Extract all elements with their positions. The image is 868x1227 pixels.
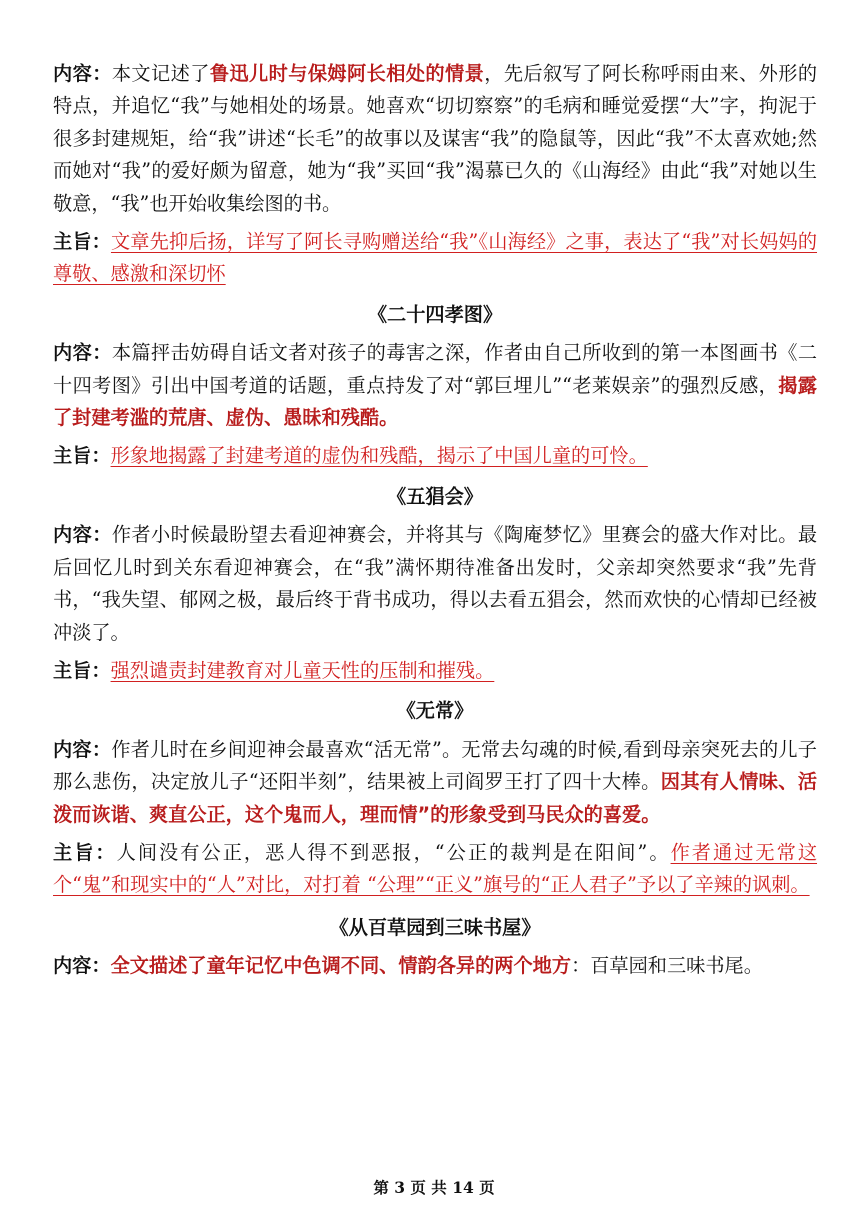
theme-paragraph — [53, 837, 817, 902]
content-paragraph — [53, 58, 817, 220]
theme-text: 人间没有公正，恶人得不到恶报，“公正的裁判是在阳间”。 — [116, 840, 671, 864]
section-title: 《从百草园到三味书屋》 — [329, 915, 541, 939]
content-text: 作者儿时在乡间迎神会最喜欢“活无常”。无常去勾魂的时候,看到母亲突死去的儿子那么悲伤，决定放儿子“还阳半刻”，结果被上司阎罗王打了四十大棒。 — [53, 737, 817, 794]
theme-text: 形象地揭露了封建考道的虚伪和残酷，揭示了中国儿童的可怜。 — [110, 444, 648, 468]
section-title: 《五猖会》 — [387, 484, 483, 508]
theme-text: 文章先抑后扬，详写了阿长寻购赠送给“我”《山海经》之事，表达了“我”对长妈妈的尊敬、感激和深切怀 — [53, 230, 818, 286]
content-label: 内容： — [53, 737, 112, 761]
theme-paragraph — [53, 655, 817, 687]
content-paragraph — [53, 519, 817, 649]
content-paragraph — [53, 734, 817, 831]
section-title: 《无常》 — [396, 699, 474, 723]
content-highlight: 揭露了封建考滥的荒唐、虚伪、愚昧和残酷。 — [53, 373, 817, 430]
section-wuchang-hui — [53, 519, 817, 687]
content-paragraph — [53, 950, 817, 982]
theme-label: 主旨： — [53, 230, 111, 254]
page-number: 第 3 页 共 14 页 — [373, 1178, 495, 1197]
content-label: 内容： — [53, 341, 112, 365]
content-highlight: 鲁迅儿时与保姆阿长相处的情景 — [209, 62, 485, 85]
content-paragraph — [53, 337, 817, 434]
content-label: 内容： — [53, 523, 112, 547]
section-baicaoyuan — [53, 950, 817, 982]
content-text: ，先后叙写了阿长称呼雨由来、外形的特点，并追忆“我”与她相处的场景。她喜欢“切切察察”的毛病和睡觉爱摆“大”字，拘泥于很多封建规矩，给“我”讲述“长毛”的故事以及谋害“我”的隐鼠等，因此“我”不太喜欢她;然而她对“我”的爱好颇为留意，她为“我”买回“我”渴慕已久的《山海经》由此“我”对她以生敬意，“我”也开始收集绘图的书。 — [53, 62, 818, 215]
content-text: 本篇抨击妨碍自话文者对孩子的毒害之深，作者由自己所收到的第一本图画书《二十四考图》引出中国考道的话题，重点持发了对“郭巨埋儿”“老莱娱亲”的强烈反感， — [53, 341, 818, 397]
theme-paragraph — [53, 440, 817, 472]
section-24-filial — [53, 337, 817, 473]
section-title: 《二十四孝图》 — [367, 302, 503, 326]
content-text: 作者小时候最盼望去看迎神赛会，并将其与《陶庵梦忆》里赛会的盛大作对比。最后回忆儿时到关东看迎神赛会，在“我”满怀期待准备出发时，父亲却突然要求“我”先背书，“我失望、郁网之极，最后终于背书成功，得以去看五猖会，然而欢快的心情却已经被冲淡了。 — [53, 523, 818, 644]
theme-label: 主旨： — [53, 444, 111, 468]
content-highlight: 全文描述了童年记忆中色调不同、情韵各异的两个地方 — [110, 954, 572, 978]
section-ah-chang — [53, 58, 817, 291]
theme-text: 强烈谴责封建教育对儿童天性的压制和摧残。 — [110, 658, 495, 682]
section-wuchang — [53, 734, 817, 902]
theme-paragraph — [53, 226, 817, 291]
theme-label: 主旨： — [53, 840, 117, 864]
document-page — [53, 58, 817, 991]
theme-highlight: 作者通过无常这个“鬼”和现实中的“人”对比，对打着 “公理”“正义”旗号的“正人君子”予以了辛辣的讽刺。 — [53, 840, 818, 897]
content-label: 内容： — [53, 954, 111, 978]
content-label: 内容： — [53, 62, 112, 85]
content-text: ：百草园和三味书尾。 — [571, 954, 763, 978]
content-highlight: 因其有人情味、活泼而诙谐、爽直公正，这个鬼而人，理而情”的形象受到马民众的喜爱。 — [53, 770, 818, 826]
theme-label: 主旨： — [53, 658, 111, 682]
content-text: 本文记述了 — [111, 62, 210, 85]
